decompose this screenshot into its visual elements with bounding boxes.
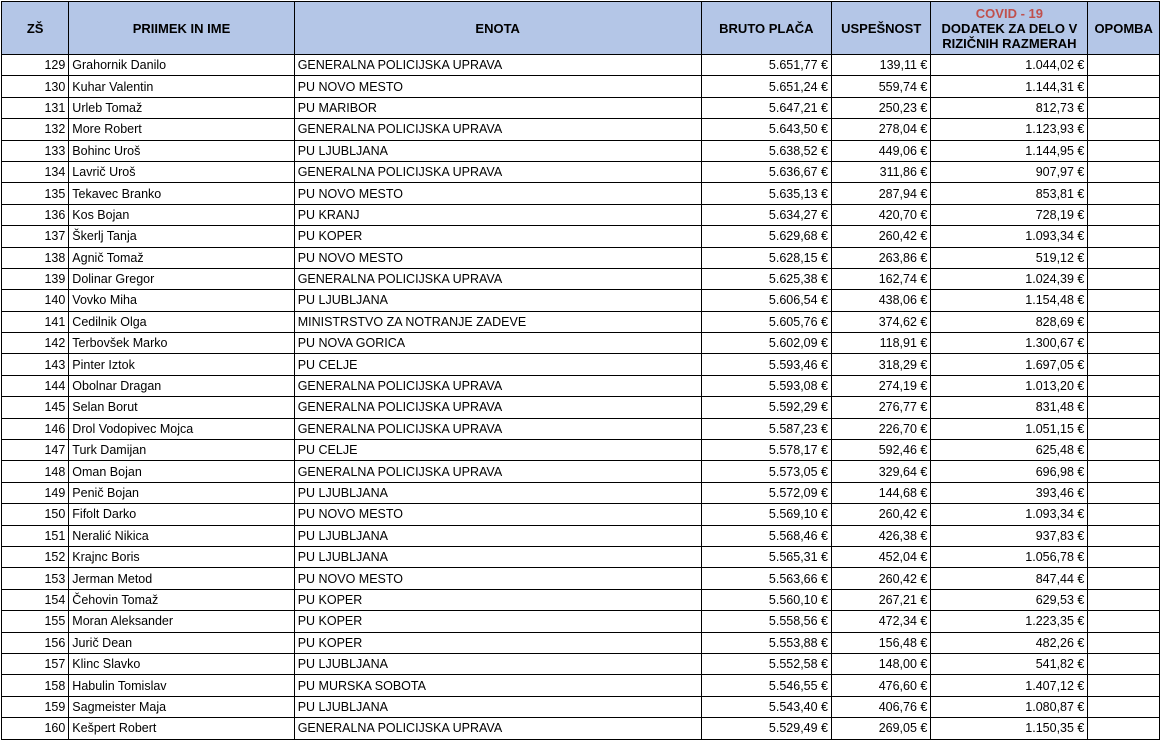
cell-zs: 156	[2, 632, 69, 653]
table-body	[2, 55, 1160, 740]
cell-opomba	[1088, 247, 1160, 268]
cell-opomba	[1088, 140, 1160, 161]
cell-bruto: 5.565,31 €	[701, 546, 831, 567]
cell-zs: 147	[2, 440, 69, 461]
table-row	[2, 546, 1160, 567]
cell-covid: 812,73 €	[931, 97, 1088, 118]
cell-zs: 139	[2, 268, 69, 289]
cell-uspesnost: 472,34 €	[832, 611, 931, 632]
table-row	[2, 632, 1160, 653]
header-covid-desc: DODATEK ZA DELO V RIZIČNIH RAZMERAH	[941, 20, 1078, 51]
cell-name: Kešpert Robert	[69, 718, 294, 739]
cell-uspesnost: 318,29 €	[832, 354, 931, 375]
cell-name: Oman Bojan	[69, 461, 294, 482]
cell-opomba	[1088, 718, 1160, 739]
header-opomba: OPOMBA	[1088, 2, 1160, 55]
cell-enota: PU NOVO MESTO	[294, 247, 701, 268]
cell-opomba	[1088, 119, 1160, 140]
cell-opomba	[1088, 290, 1160, 311]
cell-bruto: 5.636,67 €	[701, 161, 831, 182]
cell-opomba	[1088, 161, 1160, 182]
cell-zs: 146	[2, 418, 69, 439]
cell-name: Lavrič Uroš	[69, 161, 294, 182]
table-row	[2, 461, 1160, 482]
cell-bruto: 5.593,46 €	[701, 354, 831, 375]
table-row	[2, 119, 1160, 140]
cell-opomba	[1088, 589, 1160, 610]
cell-uspesnost: 139,11 €	[832, 55, 931, 76]
cell-name: Škerlj Tanja	[69, 226, 294, 247]
cell-zs: 145	[2, 397, 69, 418]
cell-enota: PU KOPER	[294, 632, 701, 653]
cell-uspesnost: 260,42 €	[832, 226, 931, 247]
table-row	[2, 718, 1160, 739]
cell-name: Klinc Slavko	[69, 653, 294, 674]
cell-name: Jurič Dean	[69, 632, 294, 653]
cell-uspesnost: 250,23 €	[832, 97, 931, 118]
cell-uspesnost: 559,74 €	[832, 76, 931, 97]
cell-enota: PU MARIBOR	[294, 97, 701, 118]
cell-enota: PU NOVO MESTO	[294, 183, 701, 204]
cell-zs: 152	[2, 546, 69, 567]
cell-covid: 828,69 €	[931, 311, 1088, 332]
cell-uspesnost: 276,77 €	[832, 397, 931, 418]
table-row	[2, 440, 1160, 461]
cell-bruto: 5.629,68 €	[701, 226, 831, 247]
cell-zs: 136	[2, 204, 69, 225]
cell-zs: 154	[2, 589, 69, 610]
cell-name: Sagmeister Maja	[69, 696, 294, 717]
cell-bruto: 5.558,56 €	[701, 611, 831, 632]
cell-covid: 1.223,35 €	[931, 611, 1088, 632]
cell-opomba	[1088, 333, 1160, 354]
cell-zs: 160	[2, 718, 69, 739]
cell-covid: 482,26 €	[931, 632, 1088, 653]
cell-opomba	[1088, 632, 1160, 653]
cell-bruto: 5.560,10 €	[701, 589, 831, 610]
cell-bruto: 5.625,38 €	[701, 268, 831, 289]
cell-uspesnost: 269,05 €	[832, 718, 931, 739]
header-name: PRIIMEK IN IME	[69, 2, 294, 55]
cell-zs: 153	[2, 568, 69, 589]
header-covid	[931, 2, 1088, 55]
cell-bruto: 5.569,10 €	[701, 504, 831, 525]
cell-zs: 137	[2, 226, 69, 247]
cell-uspesnost: 420,70 €	[832, 204, 931, 225]
cell-uspesnost: 260,42 €	[832, 568, 931, 589]
cell-name: Vovko Miha	[69, 290, 294, 311]
cell-uspesnost: 406,76 €	[832, 696, 931, 717]
cell-bruto: 5.651,24 €	[701, 76, 831, 97]
cell-name: Neralić Nikica	[69, 525, 294, 546]
cell-bruto: 5.529,49 €	[701, 718, 831, 739]
cell-bruto: 5.568,46 €	[701, 525, 831, 546]
cell-zs: 135	[2, 183, 69, 204]
header-uspesnost: USPEŠNOST	[832, 2, 931, 55]
salary-table	[1, 1, 1160, 740]
cell-uspesnost: 374,62 €	[832, 311, 931, 332]
cell-enota: MINISTRSTVO ZA NOTRANJE ZADEVE	[294, 311, 701, 332]
cell-uspesnost: 267,21 €	[832, 589, 931, 610]
cell-name: Čehovin Tomaž	[69, 589, 294, 610]
cell-enota: PU LJUBLJANA	[294, 653, 701, 674]
table-row	[2, 183, 1160, 204]
table-row	[2, 268, 1160, 289]
cell-uspesnost: 162,74 €	[832, 268, 931, 289]
cell-opomba	[1088, 204, 1160, 225]
cell-uspesnost: 311,86 €	[832, 161, 931, 182]
cell-covid: 937,83 €	[931, 525, 1088, 546]
cell-opomba	[1088, 482, 1160, 503]
cell-bruto: 5.628,15 €	[701, 247, 831, 268]
cell-uspesnost: 452,04 €	[832, 546, 931, 567]
table-row	[2, 161, 1160, 182]
cell-zs: 143	[2, 354, 69, 375]
cell-covid: 696,98 €	[931, 461, 1088, 482]
cell-opomba	[1088, 97, 1160, 118]
cell-name: Krajnc Boris	[69, 546, 294, 567]
table-row	[2, 589, 1160, 610]
cell-zs: 133	[2, 140, 69, 161]
cell-name: Fifolt Darko	[69, 504, 294, 525]
cell-enota: PU LJUBLJANA	[294, 546, 701, 567]
cell-enota: PU LJUBLJANA	[294, 482, 701, 503]
cell-uspesnost: 144,68 €	[832, 482, 931, 503]
table-row	[2, 418, 1160, 439]
cell-enota: PU KOPER	[294, 226, 701, 247]
cell-uspesnost: 226,70 €	[832, 418, 931, 439]
table-row	[2, 76, 1160, 97]
cell-zs: 158	[2, 675, 69, 696]
header-zs: ZŠ	[2, 2, 69, 55]
cell-covid: 1.300,67 €	[931, 333, 1088, 354]
cell-covid: 1.013,20 €	[931, 375, 1088, 396]
cell-enota: PU CELJE	[294, 440, 701, 461]
cell-enota: PU LJUBLJANA	[294, 290, 701, 311]
header-row	[2, 2, 1160, 55]
cell-enota: PU NOVO MESTO	[294, 76, 701, 97]
cell-zs: 149	[2, 482, 69, 503]
cell-covid: 629,53 €	[931, 589, 1088, 610]
cell-bruto: 5.602,09 €	[701, 333, 831, 354]
table-row	[2, 525, 1160, 546]
cell-covid: 1.051,15 €	[931, 418, 1088, 439]
cell-uspesnost: 148,00 €	[832, 653, 931, 674]
cell-enota: GENERALNA POLICIJSKA UPRAVA	[294, 375, 701, 396]
cell-zs: 141	[2, 311, 69, 332]
table-row	[2, 354, 1160, 375]
table-row	[2, 375, 1160, 396]
cell-covid: 728,19 €	[931, 204, 1088, 225]
cell-covid: 393,46 €	[931, 482, 1088, 503]
cell-zs: 144	[2, 375, 69, 396]
cell-opomba	[1088, 696, 1160, 717]
cell-opomba	[1088, 311, 1160, 332]
cell-covid: 1.144,31 €	[931, 76, 1088, 97]
cell-opomba	[1088, 268, 1160, 289]
cell-uspesnost: 476,60 €	[832, 675, 931, 696]
table-row	[2, 247, 1160, 268]
cell-covid: 1.150,35 €	[931, 718, 1088, 739]
cell-enota: GENERALNA POLICIJSKA UPRAVA	[294, 397, 701, 418]
cell-bruto: 5.635,13 €	[701, 183, 831, 204]
cell-name: Pinter Iztok	[69, 354, 294, 375]
table-row	[2, 204, 1160, 225]
cell-opomba	[1088, 525, 1160, 546]
cell-covid: 831,48 €	[931, 397, 1088, 418]
table-row	[2, 397, 1160, 418]
cell-enota: GENERALNA POLICIJSKA UPRAVA	[294, 268, 701, 289]
cell-zs: 148	[2, 461, 69, 482]
cell-opomba	[1088, 226, 1160, 247]
cell-bruto: 5.546,55 €	[701, 675, 831, 696]
cell-bruto: 5.647,21 €	[701, 97, 831, 118]
cell-zs: 130	[2, 76, 69, 97]
cell-zs: 157	[2, 653, 69, 674]
cell-name: Agnič Tomaž	[69, 247, 294, 268]
table-row	[2, 333, 1160, 354]
cell-enota: PU KOPER	[294, 611, 701, 632]
cell-bruto: 5.572,09 €	[701, 482, 831, 503]
cell-covid: 907,97 €	[931, 161, 1088, 182]
cell-enota: GENERALNA POLICIJSKA UPRAVA	[294, 119, 701, 140]
cell-opomba	[1088, 354, 1160, 375]
cell-name: Kos Bojan	[69, 204, 294, 225]
cell-opomba	[1088, 611, 1160, 632]
table-row	[2, 504, 1160, 525]
cell-enota: PU CELJE	[294, 354, 701, 375]
cell-uspesnost: 329,64 €	[832, 461, 931, 482]
header-enota: ENOTA	[294, 2, 701, 55]
cell-opomba	[1088, 461, 1160, 482]
cell-name: Turk Damijan	[69, 440, 294, 461]
cell-name: Urleb Tomaž	[69, 97, 294, 118]
cell-bruto: 5.634,27 €	[701, 204, 831, 225]
cell-covid: 1.024,39 €	[931, 268, 1088, 289]
cell-uspesnost: 156,48 €	[832, 632, 931, 653]
table-row	[2, 226, 1160, 247]
cell-name: More Robert	[69, 119, 294, 140]
cell-name: Jerman Metod	[69, 568, 294, 589]
table-row	[2, 290, 1160, 311]
cell-name: Tekavec Branko	[69, 183, 294, 204]
cell-bruto: 5.651,77 €	[701, 55, 831, 76]
cell-uspesnost: 274,19 €	[832, 375, 931, 396]
cell-enota: PU LJUBLJANA	[294, 140, 701, 161]
cell-uspesnost: 260,42 €	[832, 504, 931, 525]
cell-name: Penič Bojan	[69, 482, 294, 503]
cell-bruto: 5.552,58 €	[701, 653, 831, 674]
cell-zs: 138	[2, 247, 69, 268]
table-row	[2, 675, 1160, 696]
cell-covid: 1.044,02 €	[931, 55, 1088, 76]
cell-opomba	[1088, 653, 1160, 674]
cell-covid: 1.144,95 €	[931, 140, 1088, 161]
cell-covid: 847,44 €	[931, 568, 1088, 589]
cell-uspesnost: 118,91 €	[832, 333, 931, 354]
cell-opomba	[1088, 440, 1160, 461]
cell-name: Terbovšek Marko	[69, 333, 294, 354]
cell-zs: 155	[2, 611, 69, 632]
cell-bruto: 5.587,23 €	[701, 418, 831, 439]
cell-enota: GENERALNA POLICIJSKA UPRAVA	[294, 461, 701, 482]
cell-bruto: 5.638,52 €	[701, 140, 831, 161]
cell-covid: 1.154,48 €	[931, 290, 1088, 311]
cell-name: Moran Aleksander	[69, 611, 294, 632]
cell-name: Cedilnik Olga	[69, 311, 294, 332]
cell-covid: 1.407,12 €	[931, 675, 1088, 696]
cell-covid: 853,81 €	[931, 183, 1088, 204]
cell-bruto: 5.573,05 €	[701, 461, 831, 482]
cell-covid: 1.093,34 €	[931, 226, 1088, 247]
cell-uspesnost: 278,04 €	[832, 119, 931, 140]
cell-enota: PU LJUBLJANA	[294, 525, 701, 546]
cell-enota: GENERALNA POLICIJSKA UPRAVA	[294, 161, 701, 182]
header-bruto: BRUTO PLAČA	[701, 2, 831, 55]
cell-covid: 1.056,78 €	[931, 546, 1088, 567]
cell-uspesnost: 449,06 €	[832, 140, 931, 161]
cell-name: Drol Vodopivec Mojca	[69, 418, 294, 439]
cell-opomba	[1088, 375, 1160, 396]
cell-uspesnost: 592,46 €	[832, 440, 931, 461]
cell-name: Kuhar Valentin	[69, 76, 294, 97]
cell-zs: 150	[2, 504, 69, 525]
cell-zs: 159	[2, 696, 69, 717]
cell-enota: GENERALNA POLICIJSKA UPRAVA	[294, 718, 701, 739]
cell-bruto: 5.643,50 €	[701, 119, 831, 140]
cell-covid: 1.123,93 €	[931, 119, 1088, 140]
cell-zs: 140	[2, 290, 69, 311]
cell-name: Dolinar Gregor	[69, 268, 294, 289]
cell-enota: PU LJUBLJANA	[294, 696, 701, 717]
cell-uspesnost: 263,86 €	[832, 247, 931, 268]
cell-name: Selan Borut	[69, 397, 294, 418]
cell-bruto: 5.606,54 €	[701, 290, 831, 311]
table-row	[2, 55, 1160, 76]
cell-covid: 625,48 €	[931, 440, 1088, 461]
cell-bruto: 5.553,88 €	[701, 632, 831, 653]
cell-zs: 132	[2, 119, 69, 140]
cell-opomba	[1088, 55, 1160, 76]
table-row	[2, 482, 1160, 503]
cell-opomba	[1088, 418, 1160, 439]
cell-covid: 519,12 €	[931, 247, 1088, 268]
cell-opomba	[1088, 76, 1160, 97]
cell-zs: 129	[2, 55, 69, 76]
cell-bruto: 5.605,76 €	[701, 311, 831, 332]
table-row	[2, 653, 1160, 674]
cell-covid: 541,82 €	[931, 653, 1088, 674]
cell-enota: PU MURSKA SOBOTA	[294, 675, 701, 696]
cell-enota: PU NOVO MESTO	[294, 568, 701, 589]
cell-name: Habulin Tomislav	[69, 675, 294, 696]
cell-opomba	[1088, 397, 1160, 418]
cell-enota: GENERALNA POLICIJSKA UPRAVA	[294, 418, 701, 439]
cell-opomba	[1088, 546, 1160, 567]
cell-enota: PU KOPER	[294, 589, 701, 610]
table-row	[2, 611, 1160, 632]
cell-uspesnost: 426,38 €	[832, 525, 931, 546]
cell-covid: 1.080,87 €	[931, 696, 1088, 717]
cell-covid: 1.093,34 €	[931, 504, 1088, 525]
cell-zs: 134	[2, 161, 69, 182]
cell-enota: PU NOVA GORICA	[294, 333, 701, 354]
cell-zs: 131	[2, 97, 69, 118]
cell-bruto: 5.593,08 €	[701, 375, 831, 396]
table-row	[2, 696, 1160, 717]
cell-enota: GENERALNA POLICIJSKA UPRAVA	[294, 55, 701, 76]
cell-name: Bohinc Uroš	[69, 140, 294, 161]
table-row	[2, 568, 1160, 589]
cell-name: Obolnar Dragan	[69, 375, 294, 396]
cell-zs: 142	[2, 333, 69, 354]
table-row	[2, 97, 1160, 118]
cell-covid: 1.697,05 €	[931, 354, 1088, 375]
cell-bruto: 5.578,17 €	[701, 440, 831, 461]
cell-enota: PU KRANJ	[294, 204, 701, 225]
cell-uspesnost: 438,06 €	[832, 290, 931, 311]
cell-zs: 151	[2, 525, 69, 546]
table-row	[2, 311, 1160, 332]
header-covid-label: COVID - 19	[975, 5, 1043, 21]
cell-bruto: 5.563,66 €	[701, 568, 831, 589]
cell-opomba	[1088, 504, 1160, 525]
cell-name: Grahornik Danilo	[69, 55, 294, 76]
cell-uspesnost: 287,94 €	[832, 183, 931, 204]
cell-enota: PU NOVO MESTO	[294, 504, 701, 525]
cell-opomba	[1088, 675, 1160, 696]
cell-opomba	[1088, 568, 1160, 589]
cell-bruto: 5.592,29 €	[701, 397, 831, 418]
cell-opomba	[1088, 183, 1160, 204]
table-row	[2, 140, 1160, 161]
cell-bruto: 5.543,40 €	[701, 696, 831, 717]
